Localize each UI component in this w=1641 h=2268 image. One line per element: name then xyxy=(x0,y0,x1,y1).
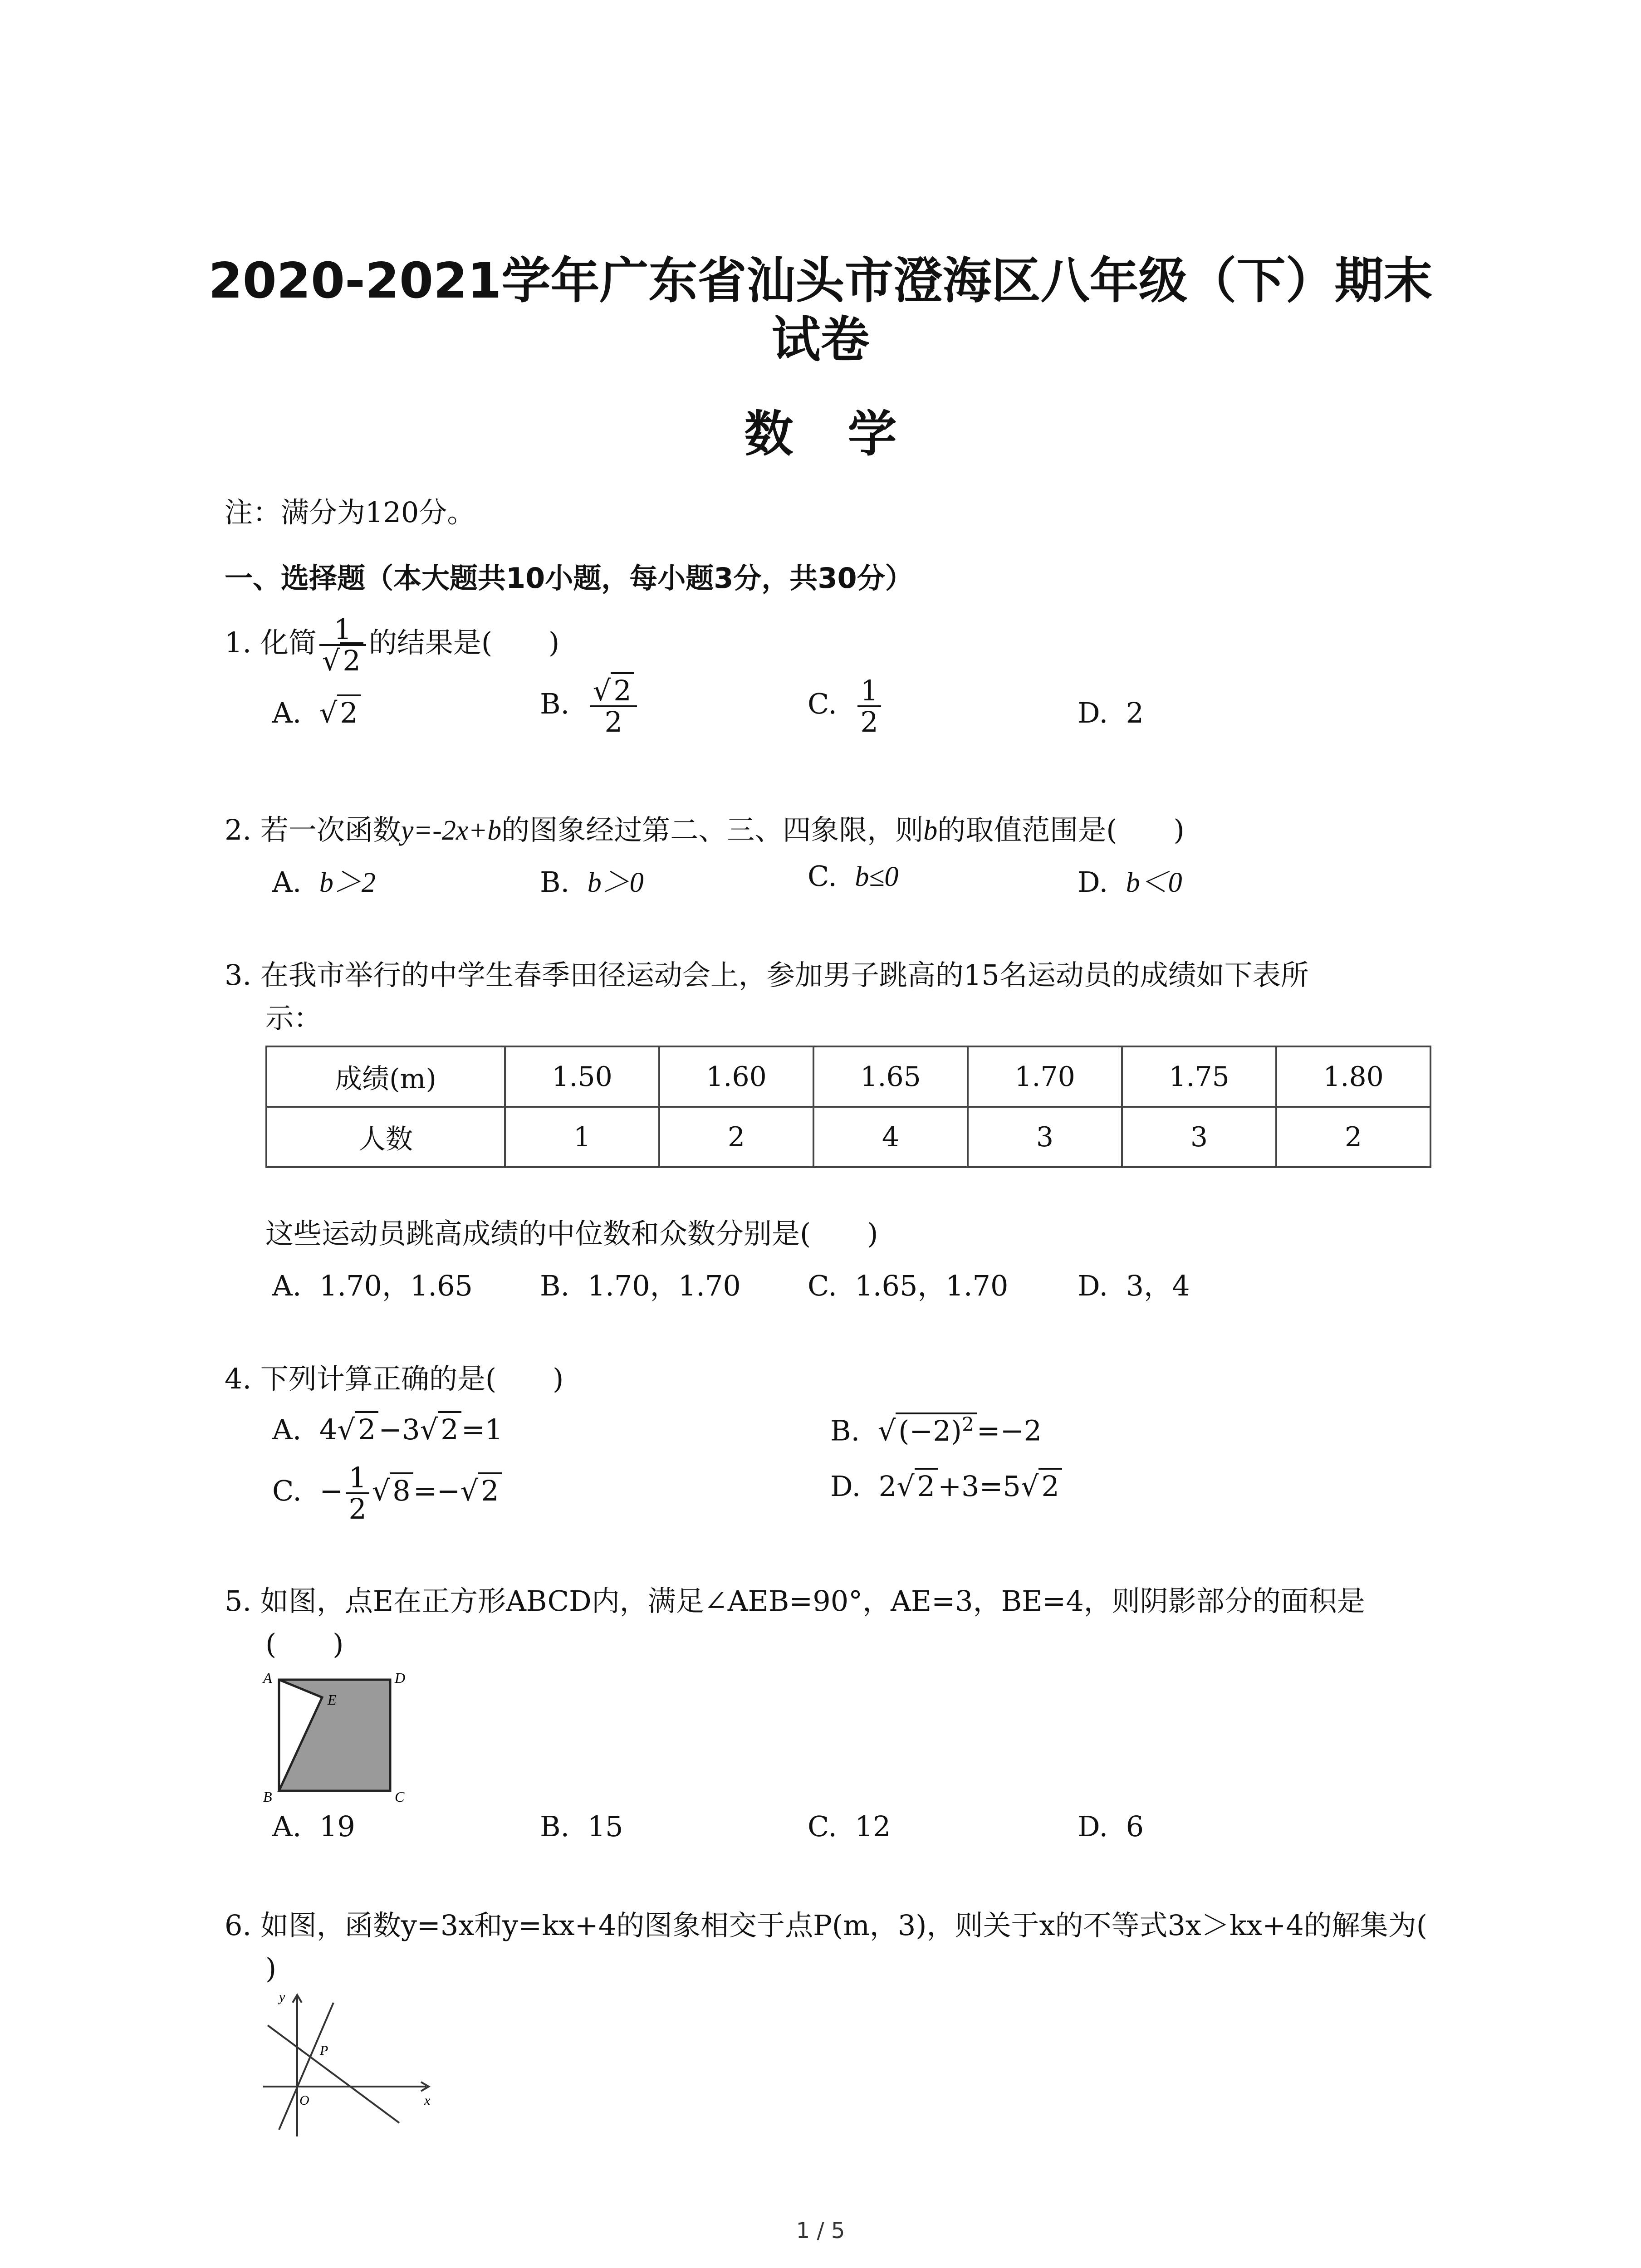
sqrt-sign: √ xyxy=(372,1474,390,1508)
option-d xyxy=(1078,696,1144,729)
option-label: C. xyxy=(272,1474,302,1508)
fraction-numerator: 1 xyxy=(346,1463,369,1494)
question-3 xyxy=(225,957,1309,993)
question-6 xyxy=(225,1907,1427,1944)
option-c xyxy=(272,1463,502,1524)
option-text: b＞0 xyxy=(587,867,644,898)
scores-table xyxy=(265,1046,1431,1168)
option-label: C. xyxy=(808,687,837,721)
option-d xyxy=(830,1470,1062,1503)
option-label: A. xyxy=(272,1413,302,1446)
exponent: 2 xyxy=(962,1413,974,1435)
option-c xyxy=(808,1810,891,1843)
option-text: 19 xyxy=(319,1810,355,1843)
line-y-3x xyxy=(279,2003,333,2130)
option-text: 2 xyxy=(1126,696,1144,729)
radicand: 8 xyxy=(390,1472,413,1507)
question-5 xyxy=(225,1583,1365,1619)
radicand: 2 xyxy=(337,694,360,729)
table-cell: 1.50 xyxy=(505,1046,659,1107)
question-number: 2. xyxy=(225,813,252,846)
question-stem-line2: ( ) xyxy=(265,1628,344,1661)
table-cell: 1.65 xyxy=(813,1046,968,1107)
question-3-prompt: 这些运动员跳高成绩的中位数和众数分别是( ) xyxy=(265,1217,878,1250)
question-stem-middle: 的图象经过第二、三、四象限，则 xyxy=(501,813,924,846)
operator: − xyxy=(319,1474,343,1508)
option-b xyxy=(540,1810,623,1843)
option-text: 6 xyxy=(1126,1810,1144,1843)
option-label: D. xyxy=(1078,1810,1108,1843)
option-text: 3，4 xyxy=(1126,1269,1190,1302)
fraction xyxy=(346,1463,369,1524)
sqrt-sign: √ xyxy=(593,674,611,707)
radicand: 2 xyxy=(611,672,634,707)
coefficient: 2 xyxy=(878,1470,897,1503)
option-d xyxy=(1078,1810,1144,1843)
radicand: 2 xyxy=(915,1468,938,1503)
option-label: D. xyxy=(1078,865,1108,899)
radicand: (−2) xyxy=(898,1414,962,1447)
radicand: 2 xyxy=(438,1411,461,1446)
page-title: 2020-2021学年广东省汕头市澄海区八年级（下）期末 xyxy=(208,253,1433,309)
sqrt-sign: √ xyxy=(420,1413,438,1446)
square-figure xyxy=(259,1669,413,1810)
label-y: y xyxy=(279,1991,285,2004)
table-header-cell: 成绩(m) xyxy=(266,1046,505,1107)
coefficient: 4 xyxy=(319,1413,338,1446)
question-stem: 如图，函数y=3x和y=kx+4的图象相交于点P(m，3)，则关于x的不等式3x＞kx+4的解集为( xyxy=(260,1909,1427,1942)
question-stem: 下列计算正确的是( ) xyxy=(260,1362,564,1395)
option-d xyxy=(1078,1263,1190,1304)
table-cell: 1.80 xyxy=(1276,1046,1430,1107)
operator: =− xyxy=(413,1474,460,1508)
label-c: C xyxy=(395,1789,405,1805)
label-x: x xyxy=(424,2093,431,2108)
option-b xyxy=(540,860,644,900)
function-expression: y=-2x+b xyxy=(401,815,502,846)
radicand: 2 xyxy=(340,642,363,677)
question-stem-end: 的取值范围是( ) xyxy=(937,813,1185,846)
option-label: C. xyxy=(808,1810,837,1843)
option-label: C. xyxy=(808,860,837,893)
option-text: b＜0 xyxy=(1126,867,1182,898)
question-number: 3. xyxy=(225,958,252,992)
label-o: O xyxy=(299,2093,309,2108)
option-a xyxy=(272,1263,473,1304)
table-cell: 4 xyxy=(813,1107,968,1167)
result: =−2 xyxy=(976,1414,1042,1447)
label-d: D xyxy=(395,1670,406,1686)
sqrt-sign: √ xyxy=(877,1414,896,1447)
function-graph xyxy=(254,1991,445,2141)
question-1 xyxy=(225,613,560,678)
question-number: 5. xyxy=(225,1584,252,1618)
option-text: 1.70，1.65 xyxy=(319,1269,473,1302)
table-cell: 3 xyxy=(968,1107,1122,1167)
option-text: 1.70，1.70 xyxy=(587,1269,741,1302)
fraction xyxy=(590,676,637,737)
question-4 xyxy=(225,1361,563,1397)
fraction-numerator: 1 xyxy=(857,676,881,707)
question-stem-line2: ) xyxy=(265,1952,277,1985)
section-heading: 一、选择题（本大题共10小题，每小题3分，共30分） xyxy=(225,562,913,595)
score-note: 注：满分为120分。 xyxy=(225,496,475,529)
radicand: 2 xyxy=(355,1411,378,1446)
label-a: A xyxy=(263,1670,272,1686)
sqrt-sign: √ xyxy=(460,1474,479,1508)
table-header-cell: 人数 xyxy=(266,1107,505,1167)
subject-title: 数学 xyxy=(744,406,951,463)
option-b xyxy=(540,676,640,737)
option-text: 1.65，1.70 xyxy=(855,1269,1009,1302)
question-stem: 在我市举行的中学生春季田径运动会上，参加男子跳高的15名运动员的成绩如下表所 xyxy=(260,958,1309,992)
option-c xyxy=(808,860,898,893)
sqrt-sign: √ xyxy=(319,696,338,729)
option-label: A. xyxy=(272,865,302,899)
question-number: 6. xyxy=(225,1909,252,1942)
table-cell: 2 xyxy=(659,1107,813,1167)
option-c xyxy=(808,676,884,737)
option-d xyxy=(1078,860,1182,900)
fraction-denominator: 2 xyxy=(604,705,622,739)
option-label: B. xyxy=(540,687,570,721)
fraction xyxy=(319,613,366,678)
fraction-denominator: 2 xyxy=(860,705,878,739)
option-a xyxy=(272,1413,503,1446)
label-p: P xyxy=(320,2043,328,2058)
variable: b xyxy=(923,815,938,846)
table-row xyxy=(266,1046,1430,1107)
table-cell: 1.60 xyxy=(659,1046,813,1107)
option-label: A. xyxy=(272,1269,302,1302)
page-title-line2: 试卷 xyxy=(771,312,870,368)
fraction-denominator: 2 xyxy=(348,1492,367,1526)
option-text: 12 xyxy=(855,1810,891,1843)
question-stem: 化简 xyxy=(260,626,317,660)
question-stem-line2: 示： xyxy=(265,1002,322,1035)
operator: −3 xyxy=(378,1413,420,1446)
sqrt-sign: √ xyxy=(337,1413,355,1446)
option-label: B. xyxy=(540,865,570,899)
option-b xyxy=(830,1413,1042,1447)
option-label: B. xyxy=(540,1810,570,1843)
option-b xyxy=(540,1263,741,1304)
question-stem: 如图，点E在正方形ABCD内，满足∠AEB=90°，AE=3，BE=4，则阴影部分的面积是 xyxy=(260,1584,1365,1618)
table-cell: 2 xyxy=(1276,1107,1430,1167)
table-cell: 1 xyxy=(505,1107,659,1167)
option-label: B. xyxy=(540,1269,570,1302)
sqrt-sign: √ xyxy=(322,644,340,678)
question-2 xyxy=(225,812,1185,849)
option-label: D. xyxy=(1078,696,1108,729)
question-stem: 若一次函数 xyxy=(260,813,401,846)
fraction-numerator: 1 xyxy=(319,615,366,646)
fraction xyxy=(857,676,881,737)
option-a xyxy=(272,696,361,729)
question-number: 1. xyxy=(225,626,252,660)
radicand: 2 xyxy=(478,1472,501,1507)
option-c xyxy=(808,1263,1008,1304)
table-row xyxy=(266,1107,1430,1167)
option-label: A. xyxy=(272,1810,302,1843)
sqrt-sign: √ xyxy=(1020,1470,1039,1503)
option-label: A. xyxy=(272,696,302,729)
label-e: E xyxy=(328,1691,337,1708)
question-stem-end: 的结果是( ) xyxy=(368,626,560,660)
result: =1 xyxy=(461,1413,503,1446)
option-text: 15 xyxy=(587,1810,623,1843)
table-cell: 1.70 xyxy=(968,1046,1122,1107)
option-label: C. xyxy=(808,1269,837,1302)
option-a xyxy=(272,860,376,900)
label-b: B xyxy=(263,1789,272,1805)
option-a xyxy=(272,1810,355,1843)
radicand: 2 xyxy=(1038,1468,1062,1503)
operator: +3=5 xyxy=(938,1470,1021,1503)
question-number: 4. xyxy=(225,1362,252,1395)
option-text: b＞2 xyxy=(319,867,376,898)
option-label: B. xyxy=(830,1414,860,1447)
option-label: D. xyxy=(1078,1269,1108,1302)
sqrt-sign: √ xyxy=(896,1470,915,1503)
option-label: D. xyxy=(830,1470,861,1503)
table-cell: 1.75 xyxy=(1122,1046,1276,1107)
page-number: 1 / 5 xyxy=(796,2218,845,2244)
option-text: b≤0 xyxy=(855,861,899,892)
table-cell: 3 xyxy=(1122,1107,1276,1167)
